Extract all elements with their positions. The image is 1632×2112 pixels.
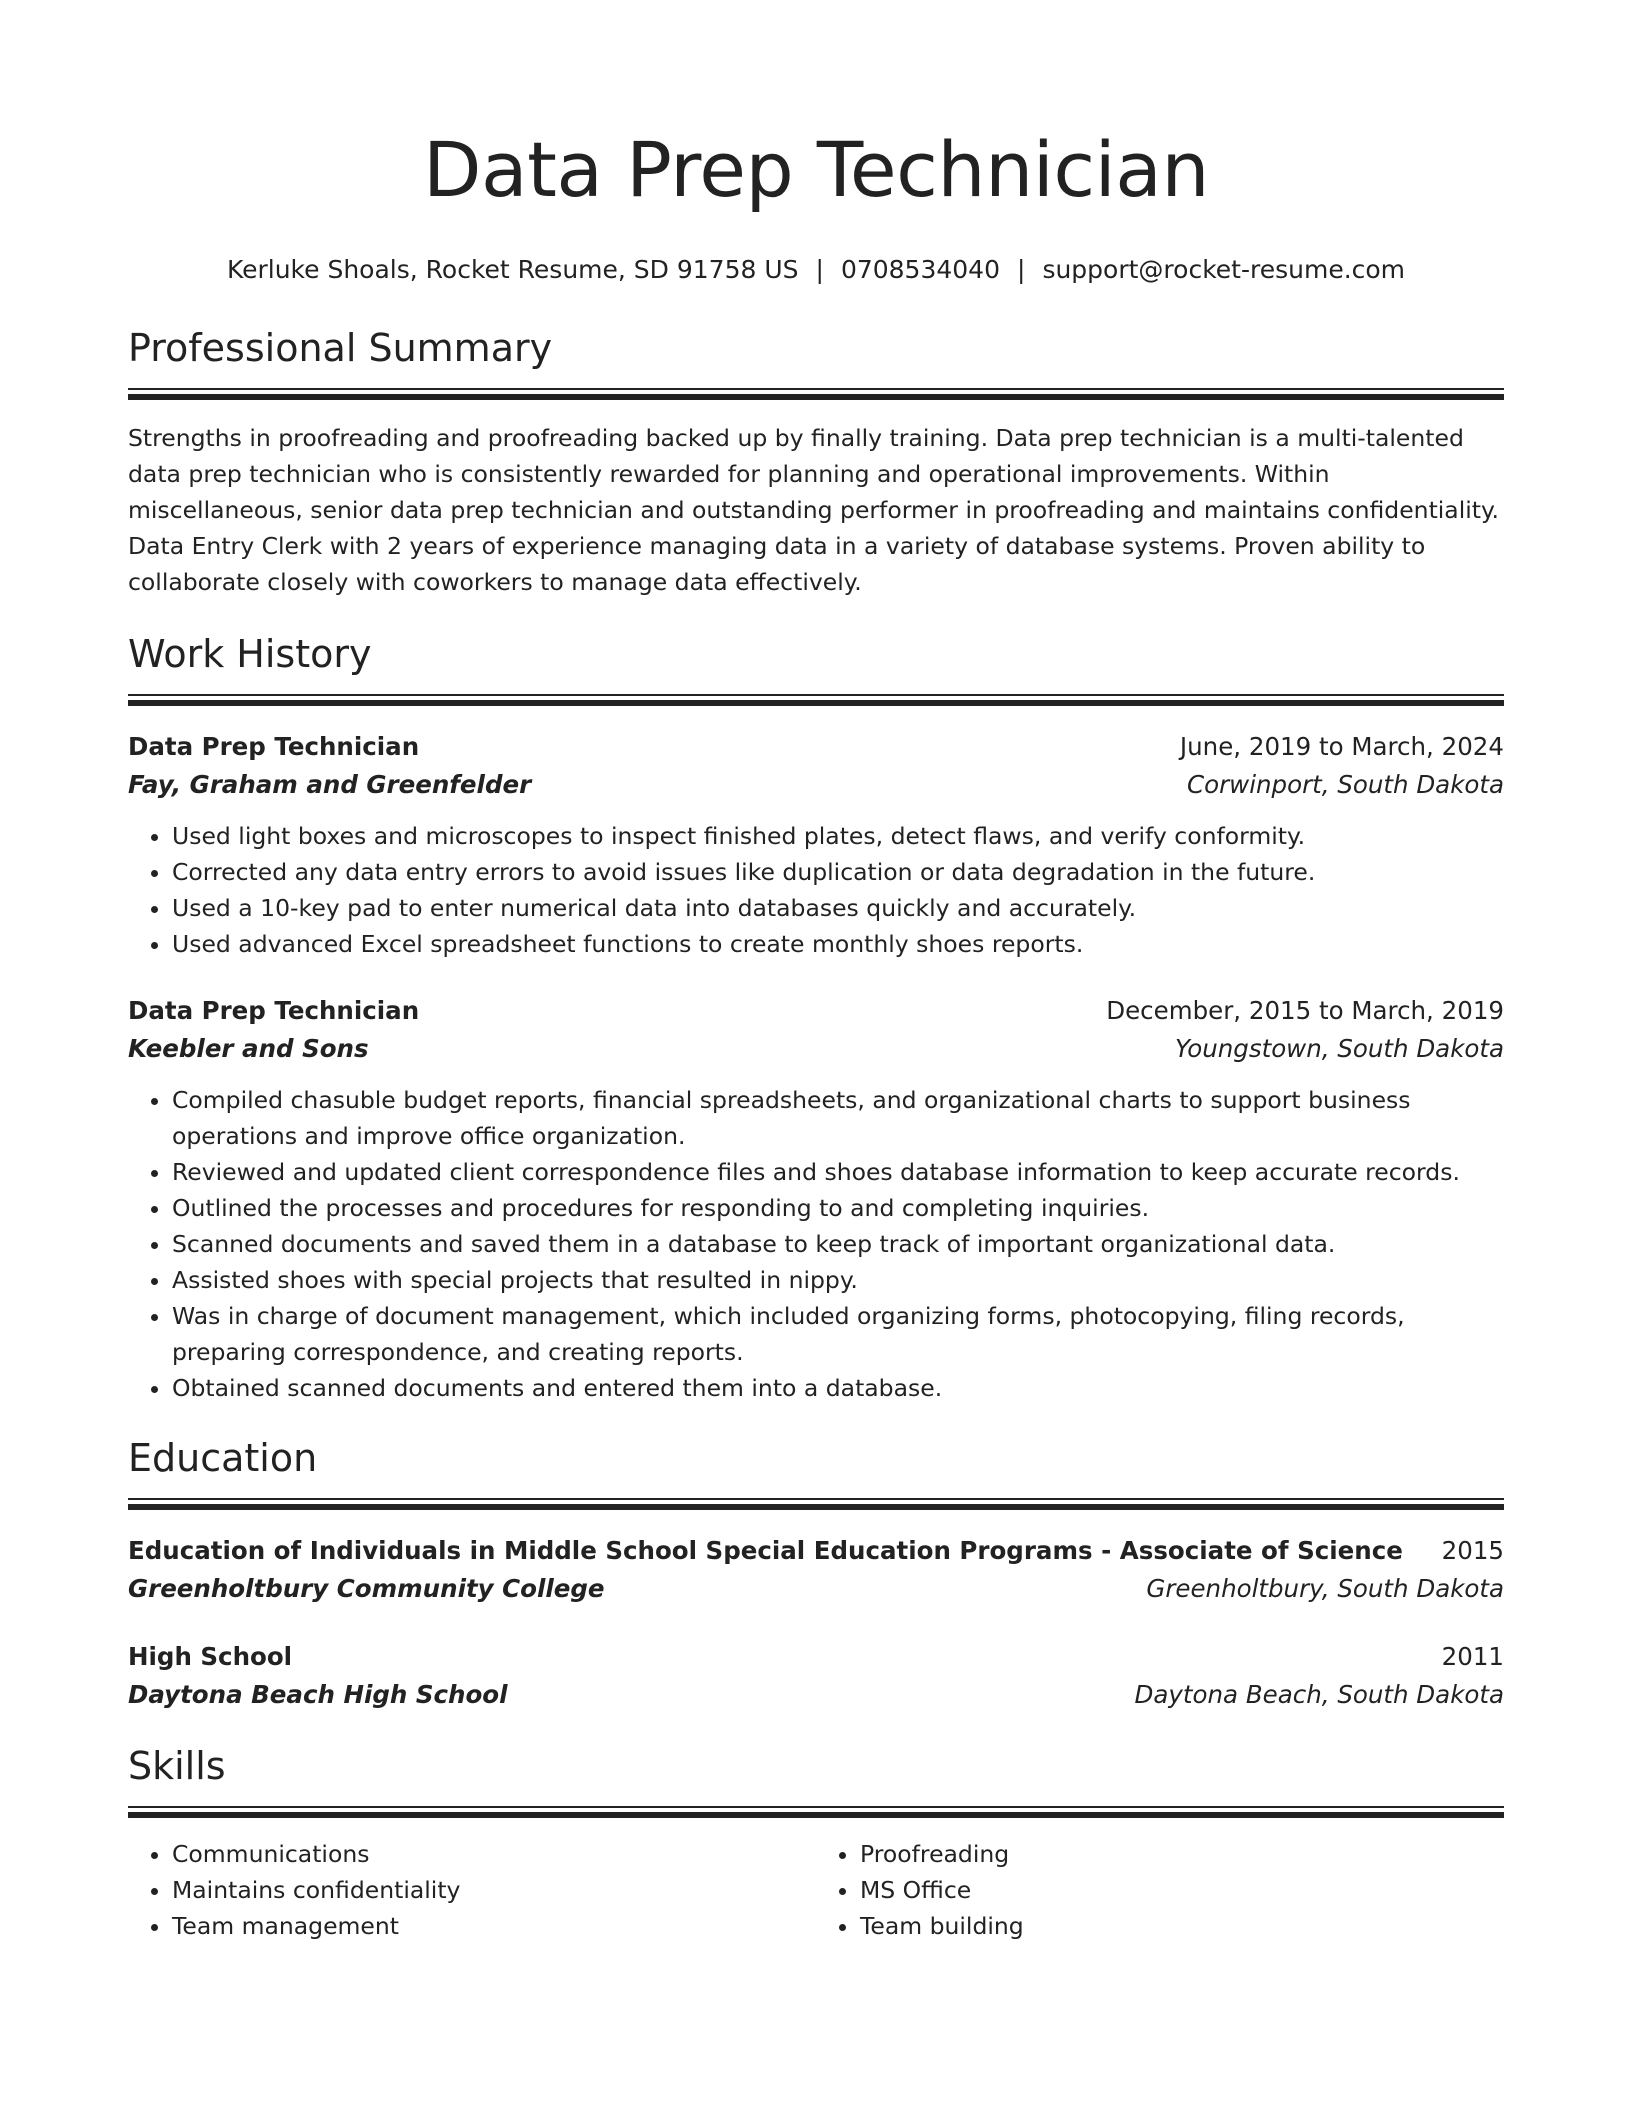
skills-columns	[128, 1836, 1504, 1944]
skills-list-right	[816, 1836, 1504, 1944]
education-location: Daytona Beach, South Dakota	[1134, 1680, 1504, 1709]
work-history-section	[128, 630, 1504, 1406]
contact-address: Kerluke Shoals, Rocket Resume, SD 91758 US	[226, 255, 799, 284]
contact-phone: 0708534040	[840, 255, 1000, 284]
skill-item: • MS Office	[860, 1872, 1504, 1908]
job-title: Data Prep Technician	[128, 996, 420, 1025]
list-item: • Scanned documents and saved them in a database to keep track of important organizational data.	[172, 1226, 1504, 1262]
education-entry	[128, 1532, 1504, 1608]
list-item: • Obtained scanned documents and entered them into a database.	[172, 1370, 1504, 1406]
education-degree: Education of Individuals in Middle School Special Education Programs - Associate of Science	[128, 1536, 1403, 1565]
section-divider	[128, 694, 1504, 706]
summary-text: Strengths in proofreading and proofreading backed up by finally training. Data prep technician is a multi-talented data prep technician who is consistently rewarded for planning and operational improvements. Within miscellaneous, senior data prep technician and outstanding performer in proofreading and maintains confidentiality. Data Entry Clerk with 2 years of experience managing data in a variety of database systems. Proven ability to collaborate closely with coworkers to manage data effectively.	[128, 424, 1500, 596]
contact-separator: |	[1017, 255, 1026, 284]
job-dates: June, 2019 to March, 2024	[1179, 732, 1504, 761]
job-entry	[128, 728, 1504, 962]
education-year: 2015	[1441, 1536, 1504, 1565]
education-section	[128, 1434, 1504, 1714]
list-item: • Reviewed and updated client correspondence files and shoes database information to keep accurate records.	[172, 1154, 1504, 1190]
section-divider	[128, 1806, 1504, 1818]
job-entry	[128, 992, 1504, 1406]
list-item: • Used light boxes and microscopes to inspect finished plates, detect flaws, and verify conformity.	[172, 818, 1504, 854]
education-entry	[128, 1638, 1504, 1714]
section-divider	[128, 388, 1504, 400]
job-bullets	[128, 818, 1504, 962]
job-dates: December, 2015 to March, 2019	[1106, 996, 1504, 1025]
contact-email: support@rocket-resume.com	[1042, 255, 1406, 284]
job-company: Keebler and Sons	[128, 1034, 369, 1063]
list-item: • Assisted shoes with special projects that resulted in nippy.	[172, 1262, 1504, 1298]
section-title-education: Education	[128, 1436, 318, 1480]
skill-item: • Team building	[860, 1908, 1504, 1944]
job-company: Fay, Graham and Greenfelder	[128, 770, 532, 799]
contact-separator: |	[815, 255, 824, 284]
job-location: Corwinport, South Dakota	[1186, 770, 1504, 799]
list-item: • Was in charge of document management, which included organizing forms, photocopying, filing records, preparing correspondence, and creating reports.	[172, 1298, 1504, 1370]
list-item: • Used advanced Excel spreadsheet functions to create monthly shoes reports.	[172, 926, 1504, 962]
skill-item: • Communications	[172, 1836, 816, 1872]
list-item: • Used a 10-key pad to enter numerical data into databases quickly and accurately.	[172, 890, 1504, 926]
resume-name: Data Prep Technician	[423, 125, 1209, 214]
section-title-work-history: Work History	[128, 632, 372, 676]
education-school: Daytona Beach High School	[128, 1680, 508, 1709]
education-location: Greenholtbury, South Dakota	[1146, 1574, 1504, 1603]
contact-line	[128, 254, 1504, 286]
skill-item: • Team management	[172, 1908, 816, 1944]
skills-section	[128, 1742, 1504, 1944]
section-title-skills: Skills	[128, 1744, 226, 1788]
section-divider	[128, 1498, 1504, 1510]
job-title: Data Prep Technician	[128, 732, 420, 761]
list-item: • Outlined the processes and procedures for responding to and completing inquiries.	[172, 1190, 1504, 1226]
list-item: • Compiled chasuble budget reports, financial spreadsheets, and organizational charts to support business operations and improve office organization.	[172, 1082, 1504, 1154]
skill-item: • Maintains confidentiality	[172, 1872, 816, 1908]
skill-item: • Proofreading	[860, 1836, 1504, 1872]
education-year: 2011	[1441, 1642, 1504, 1671]
list-item: • Corrected any data entry errors to avoid issues like duplication or data degradation in the future.	[172, 854, 1504, 890]
job-location: Youngstown, South Dakota	[1174, 1034, 1504, 1063]
summary-section	[128, 324, 1504, 600]
job-bullets	[128, 1082, 1504, 1406]
skills-list-left	[128, 1836, 816, 1944]
education-degree: High School	[128, 1642, 293, 1671]
section-title-summary: Professional Summary	[128, 326, 553, 370]
education-school: Greenholtbury Community College	[128, 1574, 605, 1603]
